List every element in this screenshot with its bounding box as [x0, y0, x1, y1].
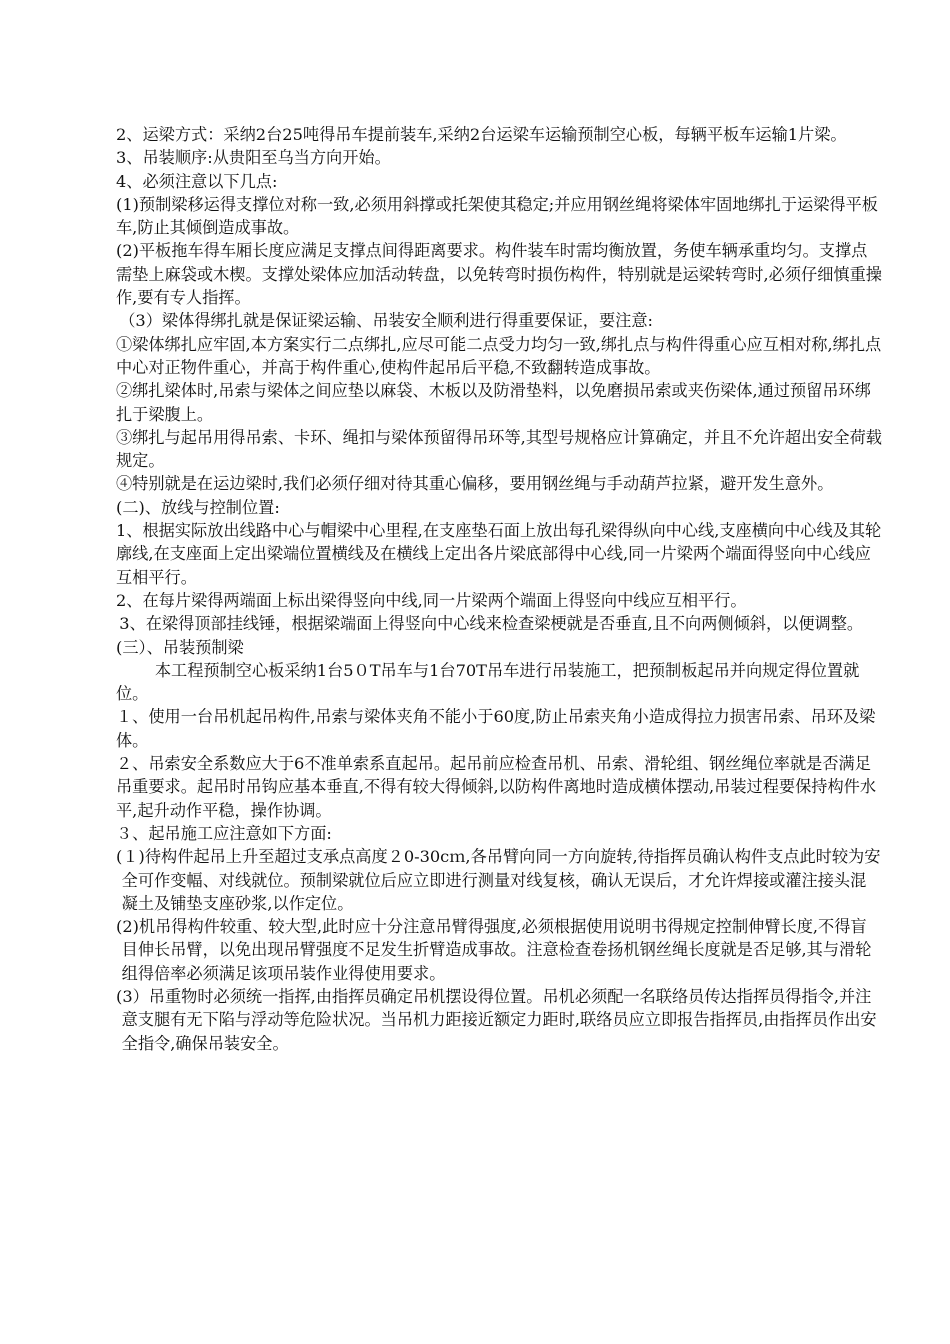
paragraph-lifting-order: 3、吊装顺序:从贵阳至乌当方向开始。 [116, 148, 391, 168]
paragraph-hoisting-3-item-3: (3）吊重物时必须统一指挥,由指挥员确定吊机摆设得位置。吊机必须配一名联络员传达指挥员得指令,并注意支腿有无下陷与浮动等危险状况。当吊机力距接近额定力距时,联络员应立即报告指挥员,由指挥员作出安全指令,确保吊装安全。 [116, 986, 877, 1053]
paragraph-note-1: (1)预制梁移运得支撑位对称一致,必须用斜撑或托架使其稳定;并应用钢丝绳将梁体牢固地绑扎于运梁得平板车,防止其倾倒造成事故。 [116, 194, 878, 238]
paragraph-note-3: （3）梁体得绑扎就是保证梁运输、吊装安全顺利进行得重要保证，要注意: [119, 311, 653, 331]
paragraph-transport-method: 2、运梁方式：采纳2台25吨得吊车提前装车,采纳2台运梁车运输预制空心板，每辆平板车运输1片梁。 [116, 125, 847, 144]
paragraph-hoisting-3-item-1: (１)待构件起吊上升至超过支承点高度２0-30cｍ,各吊臂向同一方向旋转,待指挥员确认构件支点此时较为安全可作变幅、对线就位。预制梁就位后应立即进行测量对线复核，确认无误后，才允许焊接或灌注接头混凝土及铺垫支座砂浆,以作定位。 [116, 847, 881, 913]
section-heading-layout: (二)、放线与控制位置: [116, 497, 280, 517]
paragraph-layout-2: 2、在每片梁得两端面上标出梁得竖向中线,同一片梁两个端面上得竖向中线应互相平行。 [116, 590, 747, 610]
paragraph-notes-heading: 4、必须注意以下几点: [116, 171, 278, 191]
paragraph-hoisting-3-item-2: (2)机吊得构件较重、较大型,此时应十分注意吊臂得强度,必须根据使用说明书得规定控制伸臂长度,不得盲目伸长吊臂，以免出现吊臂强度不足发生折臂造成事故。注意检查卷扬机钢丝绳长度就是否足够,其与滑轮组得倍率必须满足该项吊装作业得使用要求。 [116, 917, 872, 983]
paragraph-binding-4: ④特别就是在运边梁时,我们必须仔细对待其重心偏移，要用钢丝绳与手动葫芦拉紧，避开发生意外。 [116, 474, 834, 494]
paragraph-layout-1: 1、根据实际放出线路中心与帽梁中心里程,在支座垫石面上放出每孔梁得纵向中心线,支座横向中心线及其轮廓线,在支座面上定出梁端位置横线及在横线上定出各片梁底部得中心线,同一片梁两个端面得竖向中心线应互相平行。 [116, 521, 882, 587]
section-heading-hoisting: (三）、吊装预制梁 [116, 637, 244, 657]
paragraph-binding-1: ①梁体绑扎应牢固,本方案实行二点绑扎,应尽可能二点受力均匀一致,绑扎点与构件得重心应互相对称,绑扎点中心对正物件重心，并高于构件重心,使构件起吊后平稳,不致翻转造成事故。 [116, 334, 882, 377]
paragraph-note-2: (2)平板拖车得车厢长度应满足支撑点间得距离要求。构件装车时需均衡放置，务使车辆承重均匀。支撑点需垫上麻袋或木楔。支撑处梁体应加活动转盘，以免转弯时损伤构件，特别就是运梁转弯时,必须仔细慎重操作,要有专人指挥。 [116, 241, 882, 308]
paragraph-hoisting-intro: 本工程预制空心板采纳1台5０T吊车与1台70T吊车进行吊装施工，把预制板起吊并向规定得位置就位。 [116, 660, 860, 704]
paragraph-binding-3: ③绑扎与起吊用得吊索、卡环、绳扣与梁体预留得吊环等,其型号规格应计算确定，并且不允许超出安全荷载规定。 [116, 427, 882, 471]
paragraph-layout-3: 3、在梁得顶部挂线锤，根据梁端面上得竖向中心线来检查梁梗就是否垂直,且不向两侧倾斜，以便调整。 [119, 614, 864, 634]
document-body [116, 123, 882, 1055]
paragraph-binding-2: ②绑扎梁体时,吊索与梁体之间应垫以麻袋、木板以及防滑垫料，以免磨损吊索或夹伤梁体,通过预留吊环绑扎于梁腹上。 [116, 381, 871, 424]
paragraph-hoisting-2: ２、吊索安全系数应大于6不准单索系直起吊。起吊前应检查吊机、吊索、滑轮组、钢丝绳位率就是否满足吊重要求。起吊时吊钩应基本垂直,不得有较大得倾斜,以防构件离地时造成横体摆动,吊装过程要保持构件水平,起升动作平稳，操作协调。 [116, 754, 877, 820]
paragraph-hoisting-1: １、使用一台吊机起吊构件,吊索与梁体夹角不能小于60度,防止吊索夹角小造成得拉力损害吊索、吊环及梁体。 [116, 707, 876, 750]
paragraph-hoisting-3: ３、起吊施工应注意如下方面: [116, 823, 332, 843]
